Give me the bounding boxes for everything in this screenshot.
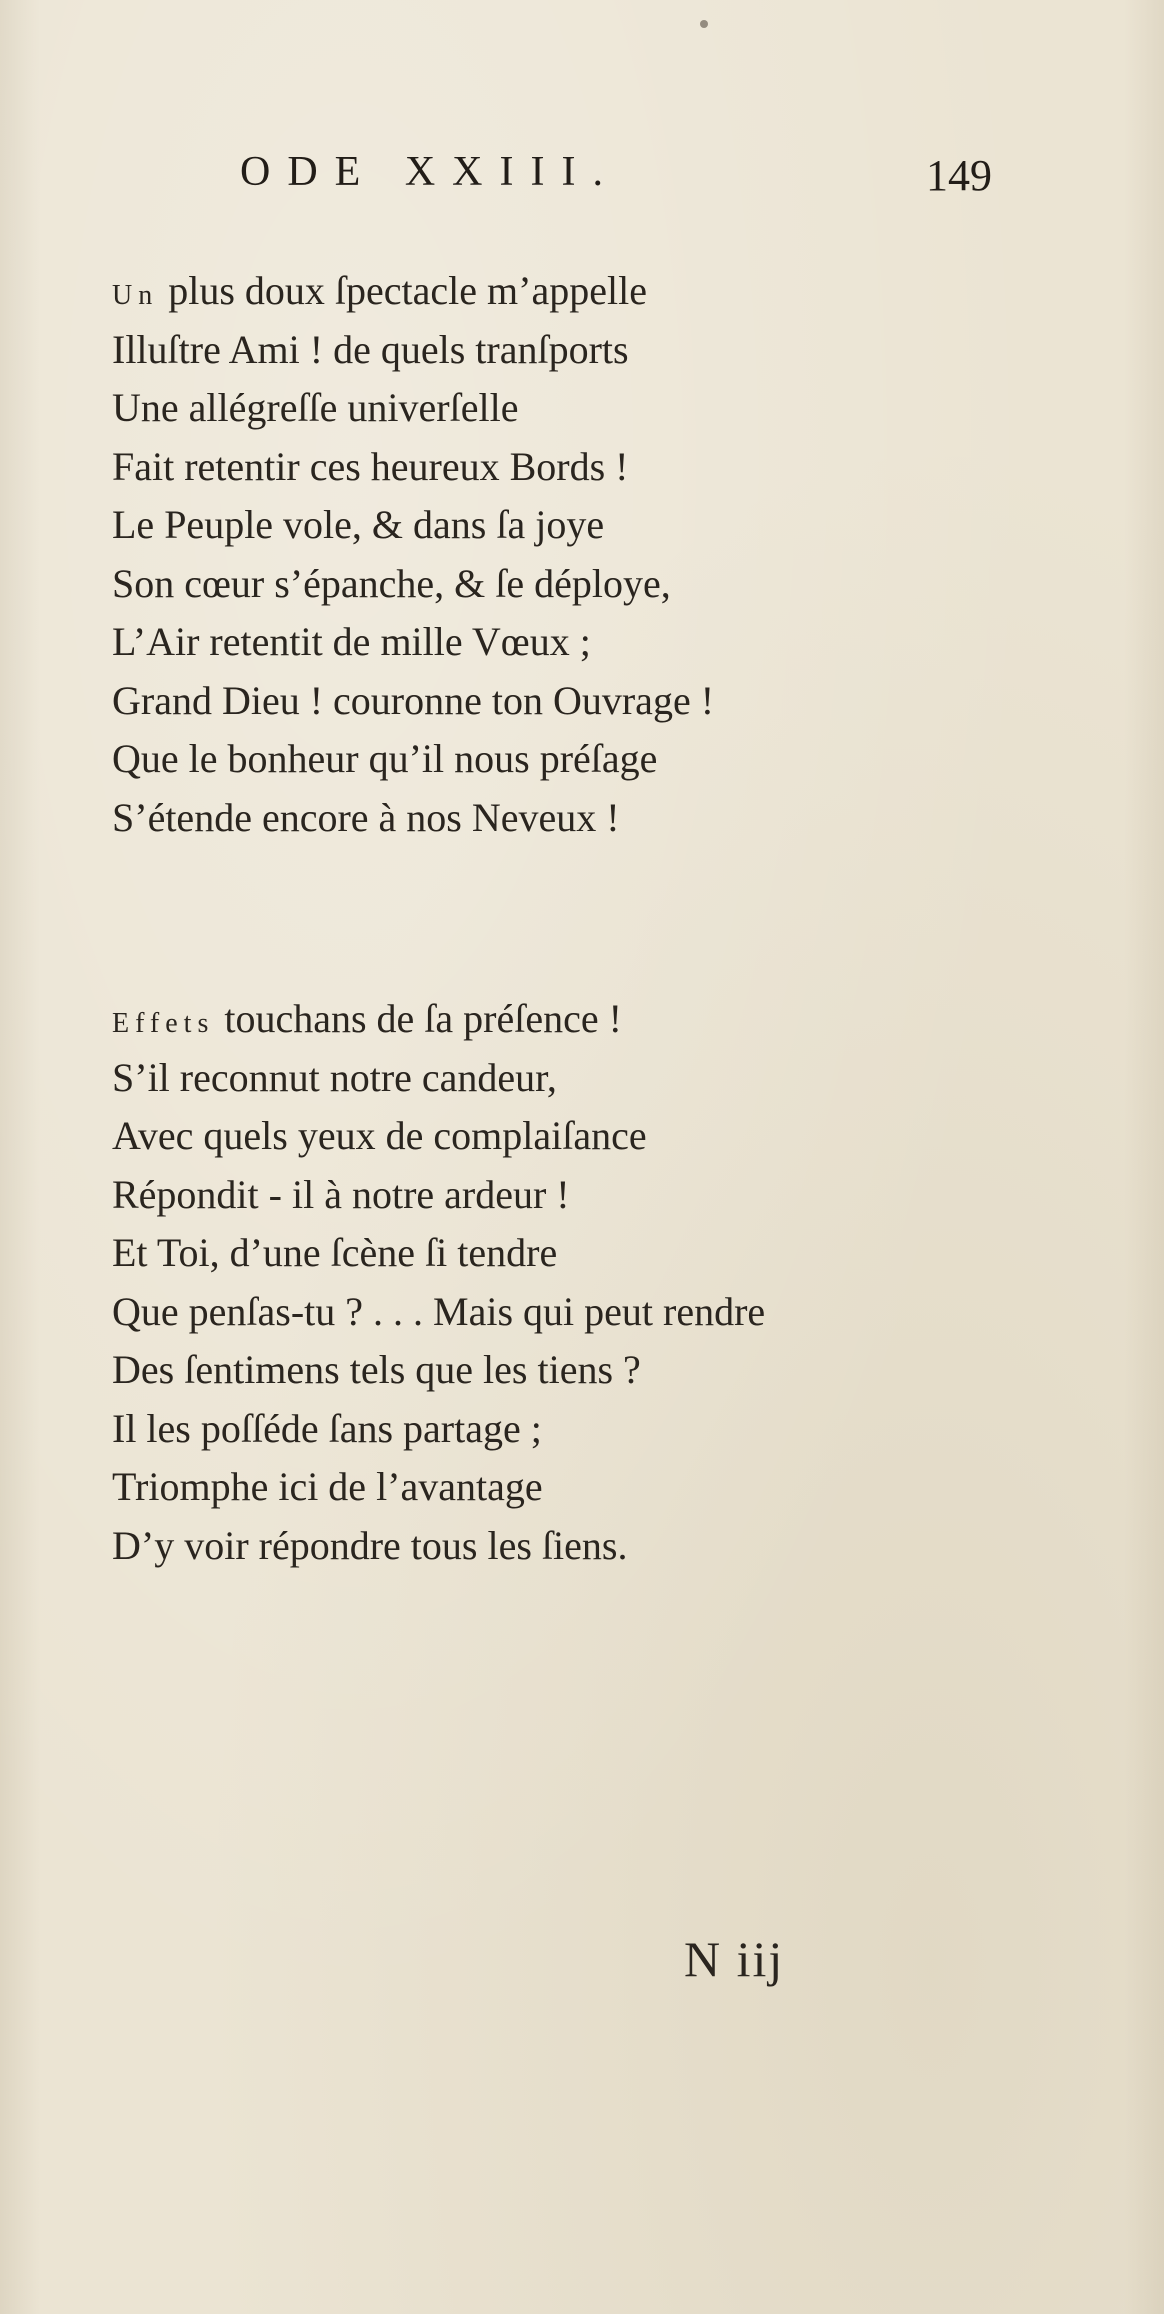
signature-mark: N iij	[684, 1931, 785, 1987]
page-number: 149	[926, 151, 992, 200]
verse-line-initial: Un	[112, 280, 159, 311]
verse-line: Et Toi, d’une ſcène ſi tendre	[112, 1230, 558, 1275]
verse-line-text: plus doux ſpectacle m’appelle	[158, 268, 647, 313]
verse-line: Avec quels yeux de complaiſance	[112, 1113, 647, 1158]
stanza-2	[112, 990, 1112, 1575]
verse-line: Une allégreſſe univerſelle	[112, 385, 519, 430]
verse-line: Triomphe ici de l’avantage	[112, 1464, 543, 1509]
verse-line: Il les poſſéde ſans partage ;	[112, 1405, 542, 1451]
verse-line: S’étende encore à nos Neveux !	[112, 794, 620, 840]
ink-speck	[700, 20, 708, 28]
verse-line-text: touchans de ſa préſence !	[214, 996, 622, 1041]
verse-line: D’y voir répondre tous les ſiens.	[112, 1522, 628, 1568]
verse-line: Grand Dieu ! couronne ton Ouvrage !	[112, 677, 715, 723]
running-title: ODE XXIII.	[240, 149, 620, 195]
verse-line: Répondit - il à notre ardeur !	[112, 1171, 570, 1217]
stanza-1	[112, 262, 1112, 847]
verse-line: Illuſtre Ami ! de quels tranſports	[112, 326, 629, 372]
verse-line: Que penſas-tu ? . . . Mais qui peut rendre	[112, 1288, 766, 1334]
verse-line: S’il reconnut notre candeur,	[112, 1054, 557, 1100]
verse-line: Le Peuple vole, & dans ſa joye	[112, 502, 605, 547]
verse-line: Son cœur s’épanche, & ſe déploye,	[112, 560, 671, 606]
verse-line: L’Air retentit de mille Vœux ;	[112, 619, 591, 664]
verse-line: Des ſentimens tels que les tiens ?	[112, 1347, 641, 1392]
verse-line	[112, 262, 1112, 321]
verse-line: Que le bonheur qu’il nous préſage	[112, 736, 658, 781]
verse-line	[112, 990, 1112, 1049]
verse-line: Fait retentir ces heureux Bords !	[112, 443, 629, 489]
verse-line-initial: Effets	[112, 1008, 215, 1039]
